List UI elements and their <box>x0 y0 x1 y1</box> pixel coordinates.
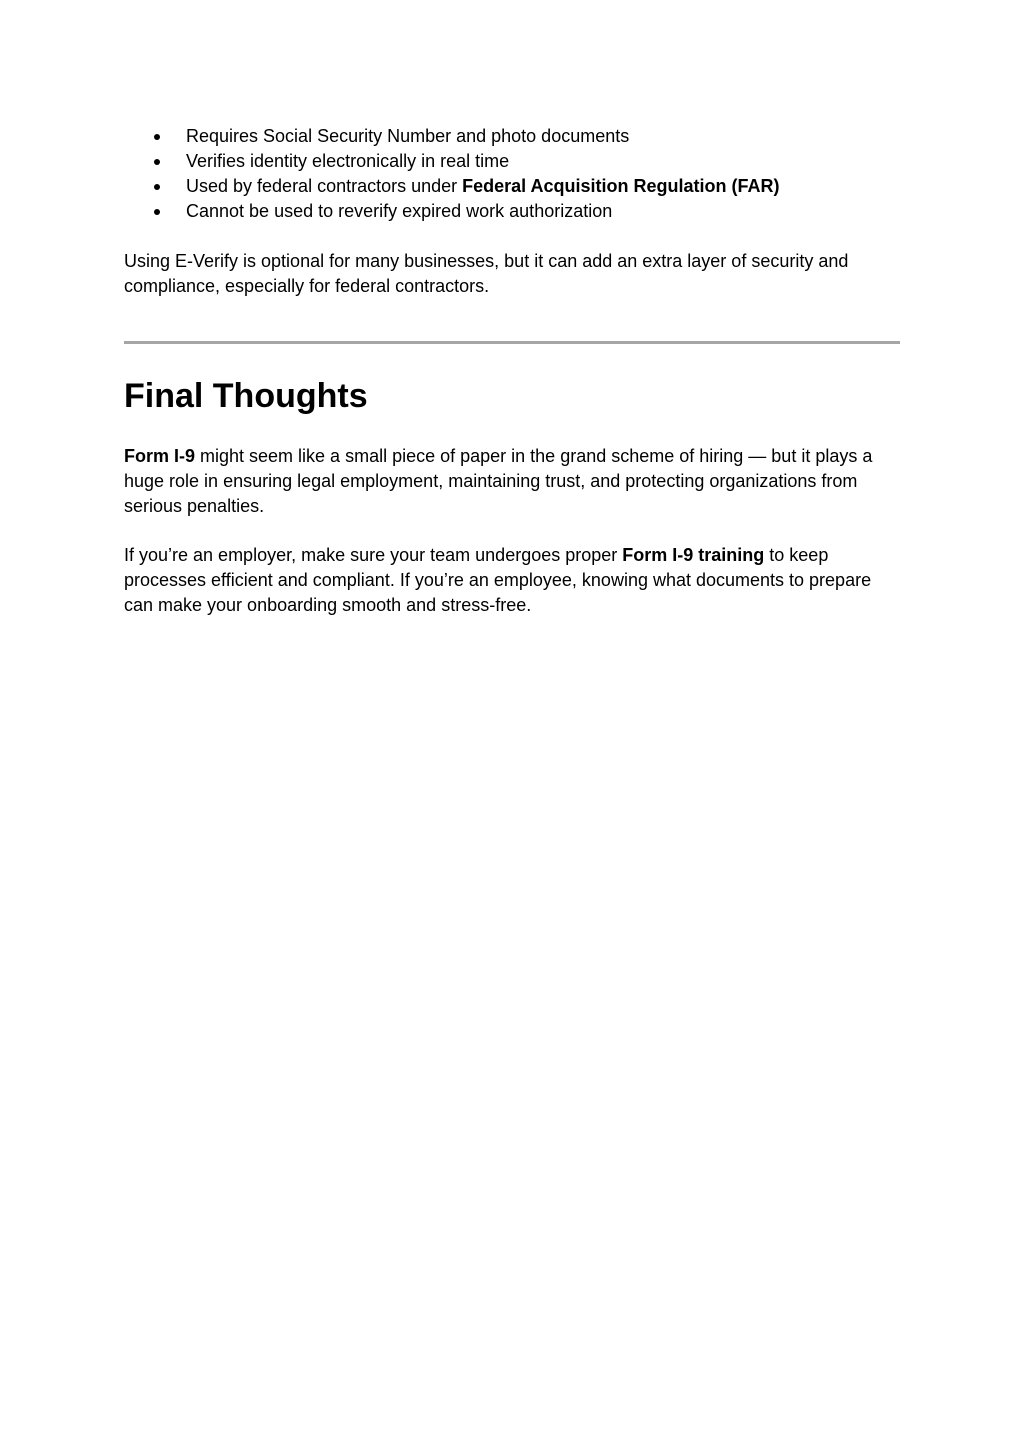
list-item <box>124 174 900 199</box>
list-item-text: Cannot be used to reverify expired work authorization <box>186 201 613 221</box>
list-item-text: Verifies identity electronically in real time <box>186 151 510 171</box>
bold-term: Form I-9 training <box>622 545 765 565</box>
bold-term: Form I-9 <box>124 446 196 466</box>
final-paragraph-2 <box>124 543 900 618</box>
bullet-icon <box>154 134 160 140</box>
section-heading: Final Thoughts <box>124 377 368 415</box>
horizontal-rule <box>124 341 900 344</box>
final-paragraph-1 <box>124 444 900 519</box>
paragraph-text: If you’re an employer, make sure your team undergoes proper <box>124 545 623 565</box>
list-item <box>124 149 900 174</box>
list-item <box>124 124 900 149</box>
list-item <box>124 199 900 224</box>
list-item-text: Requires Social Security Number and photo documents <box>186 126 630 146</box>
bullet-icon <box>154 209 160 215</box>
bullet-icon <box>154 159 160 165</box>
paragraph-text: might seem like a small piece of paper in the grand scheme of hiring — but it plays a huge role in ensuring legal employment, maintaining trust, and protecting organizations from serious penalties. <box>124 446 873 516</box>
list-item-text: Used by federal contractors under <box>186 176 463 196</box>
everify-paragraph: Using E-Verify is optional for many businesses, but it can add an extra layer of security and compliance, especially for federal contractors. <box>124 251 849 296</box>
bullet-icon <box>154 184 160 190</box>
list-item-bold-text: Federal Acquisition Regulation (FAR) <box>462 176 780 196</box>
everify-features-list <box>124 124 900 224</box>
paragraph-text: to keep processes efficient and compliant. If you’re an employee, knowing what documents to prepare can make your onboarding smooth and stress-free. <box>124 545 872 615</box>
